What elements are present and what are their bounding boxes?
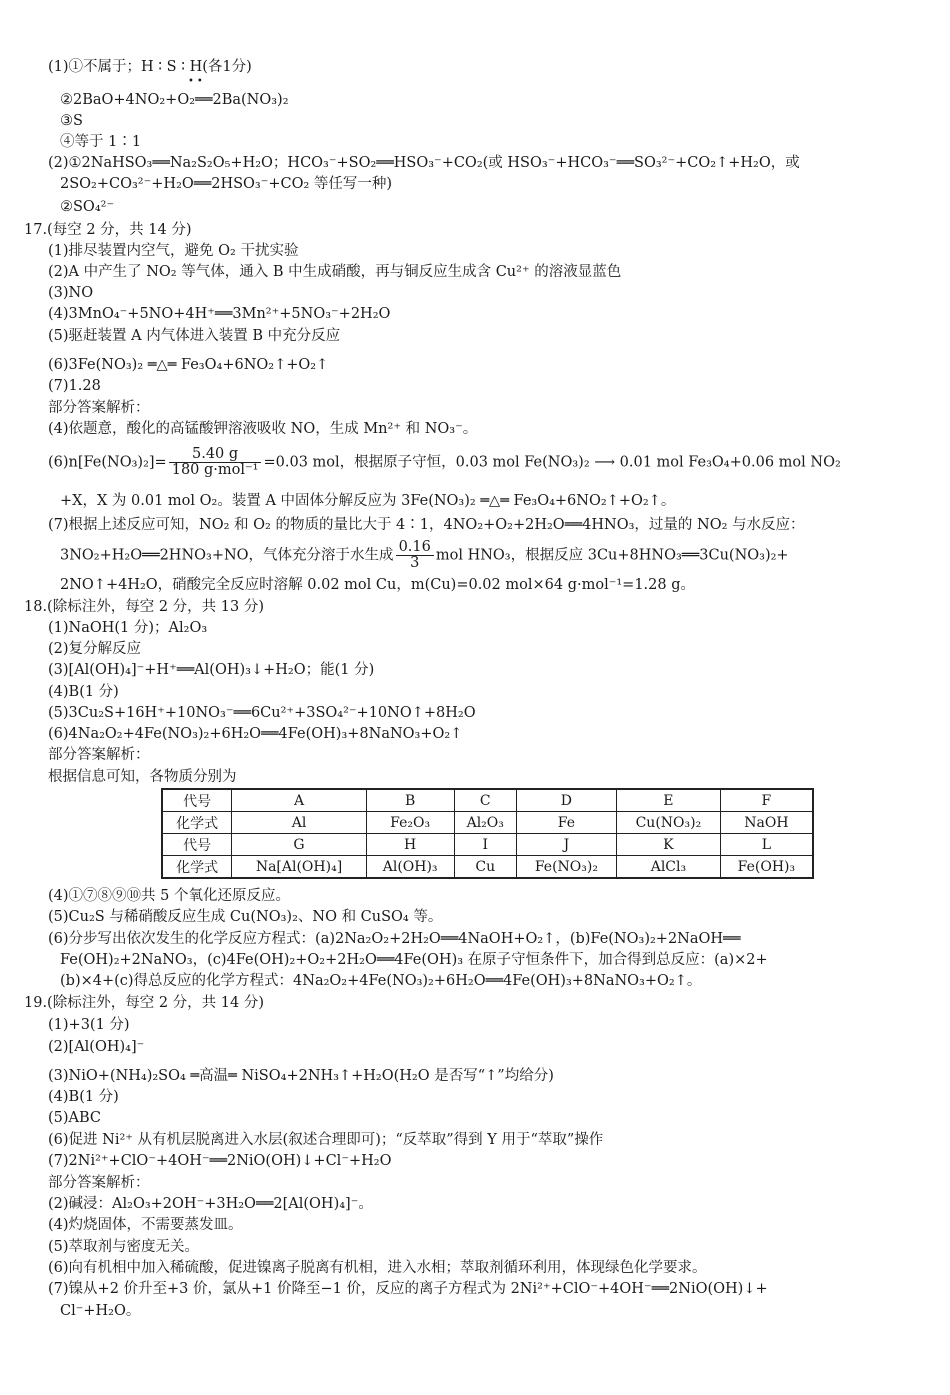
q18-6: (6)4Na₂O₂+4Fe(NO₃)₂+6H₂O══4Fe(OH)₃+8NaNO₃+O₂↑ [48, 726, 463, 742]
table-row [162, 834, 813, 856]
q16-2-1: (2)①2NaHSO₃══Na₂S₂O₅+H₂O；HCO₃⁻+SO₂══HSO₃⁻+CO₂(或 HSO₃⁻+HCO₃⁻══SO₃²⁻+CO₂↑+H₂O，或 [48, 155, 800, 171]
q17-6: (6)3Fe(NO₃)₂ ═△═ Fe₃O₄+6NO₂↑+O₂↑ [48, 357, 329, 373]
table-cell: 代号 [162, 789, 232, 812]
q16-1-1: (1)①不属于；H ∶ S ∶ H(各1分) [48, 59, 252, 75]
q19-2: (2)[Al(OH)₄]⁻ [48, 1039, 145, 1055]
table-cell: 化学式 [162, 812, 232, 834]
q19-heading: 19.(除标注外，每空 2 分，共 14 分) [24, 995, 264, 1011]
q17-analysis-6-cont: +X，X 为 0.01 mol O₂。装置 A 中固体分解反应为 3Fe(NO₃)₂ ═△═ Fe₃O₄+6NO₂↑+O₂↑。 [60, 493, 676, 509]
table-cell: Cu(NO₃)₂ [616, 812, 720, 834]
q18-analysis-6: (6)分步写出依次发生的化学反应方程式：(a)2Na₂O₂+2H₂O══4NaOH+O₂↑，(b)Fe(NO₃)₂+2NaOH══ [48, 931, 741, 947]
q18-5: (5)3Cu₂S+16H⁺+10NO₃⁻══6Cu²⁺+3SO₄²⁻+10NO↑+8H₂O [48, 705, 476, 721]
fraction-mass-over-molar [169, 447, 262, 478]
table-cell: Fe [516, 812, 616, 834]
table-cell: D [516, 789, 616, 812]
q17-analysis-7: (7)根据上述反应可知，NO₂ 和 O₂ 的物质的量比大于 4∶1，4NO₂+O₂+2H₂O══4HNO₃，过量的 NO₂ 与水反应： [48, 517, 805, 533]
table-cell: Fe₂O₃ [366, 812, 454, 834]
q17-5: (5)驱赶装置 A 内气体进入装置 B 中充分反应 [48, 328, 341, 344]
q17-heading: 17.(每空 2 分，共 14 分) [24, 222, 192, 238]
q19-analysis-7-cont: Cl⁻+H₂O。 [60, 1303, 141, 1319]
q19-5: (5)ABC [48, 1110, 102, 1126]
q18-analysis-4: (4)①⑦⑧⑨⑩共 5 个氧化还原反应。 [48, 888, 290, 904]
q18-analysis-intro: 根据信息可知，各物质分别为 [48, 769, 237, 785]
q17-analysis-6-rest: =0.03 mol，根据原子守恒，0.03 mol Fe(NO₃)₂ ⟶ 0.01 mol Fe₃O₄+0.06 mol NO₂ [263, 454, 841, 471]
table-cell: Cu [454, 856, 516, 879]
q19-6: (6)促进 Ni²⁺ 从有机层脱离进入水层(叙述合理即可)；“反萃取”得到 Y 用于“萃取”操作 [48, 1132, 604, 1148]
q19-1: (1)+3(1 分) [48, 1017, 130, 1033]
table-cell: I [454, 834, 516, 856]
q16-1-2: ②2BaO+4NO₂+O₂══2Ba(NO₃)₂ [60, 92, 289, 108]
q19-analysis-title: 部分答案解析： [48, 1175, 150, 1191]
q17-analysis-7-rest: mol HNO₃，根据反应 3Cu+8HNO₃══3Cu(NO₃)₂+ [435, 547, 789, 564]
q17-analysis-title: 部分答案解析： [48, 400, 150, 416]
q17-analysis-7-end: 2NO↑+4H₂O，硝酸完全反应时溶解 0.02 mol Cu，m(Cu)=0.02 mol×64 g·mol⁻¹=1.28 g。 [60, 577, 695, 593]
q17-analysis-4: (4)依题意，酸化的高锰酸钾溶液吸收 NO，生成 Mn²⁺ 和 NO₃⁻。 [48, 421, 478, 437]
table-cell: G [232, 834, 366, 856]
q18-analysis-title: 部分答案解析： [48, 747, 150, 763]
q18-analysis-6-cont1: Fe(OH)₂+2NaNO₃，(c)4Fe(OH)₂+O₂+2H₂O══4Fe(OH)₃ 在原子守恒条件下，加合得到总反应：(a)×2+ [60, 952, 768, 968]
electron-dots: •• [188, 76, 206, 87]
table-cell: Fe(OH)₃ [720, 856, 813, 879]
table-cell: B [366, 789, 454, 812]
table-cell: J [516, 834, 616, 856]
fraction-numerator: 5.40 g [169, 447, 262, 463]
table-cell: AlCl₃ [616, 856, 720, 879]
table-cell: NaOH [720, 812, 813, 834]
table-cell: Fe(NO₃)₂ [516, 856, 616, 879]
q18-heading: 18.(除标注外，每空 2 分，共 13 分) [24, 599, 264, 615]
q17-4: (4)3MnO₄⁻+5NO+4H⁺══3Mn²⁺+5NO₃⁻+2H₂O [48, 306, 391, 322]
q18-3: (3)[Al(OH)₄]⁻+H⁺══Al(OH)₃↓+H₂O；能(1 分) [48, 662, 375, 678]
q19-analysis-5: (5)萃取剂与密度无关。 [48, 1239, 200, 1255]
q19-4: (4)B(1 分) [48, 1089, 119, 1105]
q18-1: (1)NaOH(1 分)；Al₂O₃ [48, 620, 208, 636]
table-cell: K [616, 834, 720, 856]
q18-analysis-5: (5)Cu₂S 与稀硝酸反应生成 Cu(NO₃)₂、NO 和 CuSO₄ 等。 [48, 909, 443, 925]
q16-2-2: ②SO₄²⁻ [60, 199, 115, 215]
fraction-denominator: 180 g·mol⁻¹ [171, 462, 259, 478]
q19-3: (3)NiO+(NH₄)₂SO₄ ═高温═ NiSO₄+2NH₃↑+H₂O(H₂O 是否写“↑”均给分) [48, 1068, 554, 1084]
table-cell: Al₂O₃ [454, 812, 516, 834]
q19-analysis-7: (7)镍从+2 价升至+3 价，氯从+1 价降至−1 价，反应的离子方程式为 2Ni²⁺+ClO⁻+4OH⁻══2NiO(OH)↓+ [48, 1281, 768, 1297]
q17-2: (2)A 中产生了 NO₂ 等气体，通入 B 中生成硝酸，再与铜反应生成含 Cu²⁺ 的溶液显蓝色 [48, 264, 622, 280]
table-cell: 化学式 [162, 856, 232, 879]
q19-analysis-6: (6)向有机相中加入稀硫酸，促进镍离子脱离有机相，进入水相；萃取剂循环利用，体现绿色化学要求。 [48, 1260, 707, 1276]
table-cell: F [720, 789, 813, 812]
q16-1-4: ④等于 1∶1 [60, 134, 142, 150]
q16-1-3: ③S [60, 113, 83, 129]
q18-4: (4)B(1 分) [48, 684, 119, 700]
q18-analysis-6-cont2: (b)×4+(c)得总反应的化学方程式：4Na₂O₂+4Fe(NO₃)₂+6H₂O══4Fe(OH)₃+8NaNO₃+O₂↑。 [60, 973, 702, 989]
q17-analysis-6-prefix: (6)n[Fe(NO₃)₂]= [48, 454, 167, 471]
q17-3: (3)NO [48, 285, 94, 301]
table-row [162, 812, 813, 834]
q17-7: (7)1.28 [48, 378, 101, 394]
table-cell: E [616, 789, 720, 812]
q17-analysis-6 [48, 447, 841, 478]
table-cell: A [232, 789, 366, 812]
q19-analysis-2: (2)碱浸：Al₂O₃+2OH⁻+3H₂O══2[Al(OH)₄]⁻。 [48, 1196, 373, 1212]
table-cell: Na[Al(OH)₄] [232, 856, 366, 879]
table-cell: H [366, 834, 454, 856]
fraction-hno3 [396, 540, 434, 571]
table-cell: L [720, 834, 813, 856]
table-row [162, 856, 813, 879]
fraction-numerator: 0.16 [396, 540, 434, 556]
substance-table [161, 788, 814, 879]
table-cell: Al [232, 812, 366, 834]
q16-2-1-cont: 2SO₂+CO₃²⁻+H₂O══2HSO₃⁻+CO₂ 等任写一种) [60, 176, 393, 192]
table-row [162, 789, 813, 812]
q17-1: (1)排尽装置内空气，避免 O₂ 干扰实验 [48, 243, 299, 259]
table-cell: Al(OH)₃ [366, 856, 454, 879]
q17-analysis-7-prefix: 3NO₂+H₂O══2HNO₃+NO，气体充分溶于水生成 [60, 547, 394, 564]
table-cell: C [454, 789, 516, 812]
q19-analysis-4: (4)灼烧固体，不需要蒸发皿。 [48, 1217, 243, 1233]
q18-2: (2)复分解反应 [48, 641, 142, 657]
q19-7: (7)2Ni²⁺+ClO⁻+4OH⁻══2NiO(OH)↓+Cl⁻+H₂O [48, 1153, 392, 1169]
q17-analysis-7-cont [60, 540, 789, 571]
table-cell: 代号 [162, 834, 232, 856]
fraction-denominator: 3 [410, 555, 420, 571]
